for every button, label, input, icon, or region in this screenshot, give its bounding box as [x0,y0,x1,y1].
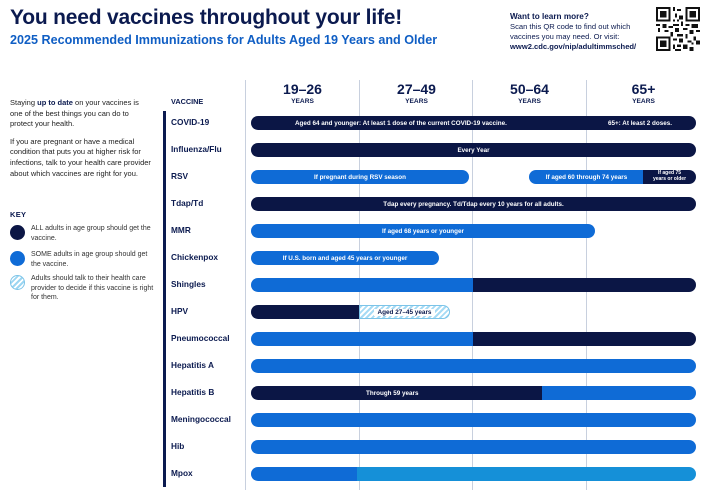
age-unit: YEARS [518,98,541,105]
learn-more-heading: Want to learn more? [510,12,589,21]
age-header-27-49 [360,82,473,106]
recommendation-bar [251,440,696,454]
learn-more-url[interactable]: www2.cdc.gov/nip/adultimmsched/ [510,42,637,51]
intro-paragraph-2: If you are pregnant or have a medical condition that puts you at higher risk for infections, talk to your health care provider about which vaccines are right for you. [10,136,151,178]
recommendation-bar [251,359,696,373]
vaccine-name: Meningococcal [171,414,231,424]
intro-p1-prefix: Staying [10,98,38,107]
vaccine-name: Tdap/Td [171,198,204,208]
recommendation-bar [251,143,696,157]
bar-label: Aged 64 and younger: At least 1 dose of the current COVID-19 vaccine. [295,119,507,127]
vaccine-row-hib [0,434,709,461]
vaccine-name: Pneumococcal [171,333,230,343]
vaccine-row-rsv [0,164,709,191]
age-range: 65+ [631,81,656,97]
page-title: You need vaccines throughout your life! [10,6,403,29]
recommendation-bar-75-plus [643,170,696,184]
vaccine-row-pneumococcal [0,326,709,353]
vaccine-row-shingles [0,272,709,299]
key-some-text: SOME adults in age group should get the vaccine. [31,251,148,268]
vaccine-row-covid19 [0,110,709,137]
vaccine-row-mmr [0,218,709,245]
vaccine-name: Hepatitis B [171,387,215,397]
vaccine-name: HPV [171,306,189,316]
bar-label: Through 59 years [366,389,419,397]
key-all-text: ALL adults in age group should get the vaccine. [31,225,151,242]
learn-more-block [510,12,650,52]
vaccine-name: Chickenpox [171,252,219,262]
bar-label: If pregnant during RSV season [313,173,406,181]
vaccine-column-header: VACCINE [171,97,204,106]
bar-label: Tdap every pregnancy. Td/Tdap every 10 years for all adults. [383,200,564,208]
bar-label-line: If aged 75 [657,170,682,177]
learn-more-line2: vaccines you may need. Or visit: [510,32,620,41]
bar-label-65plus: 65+: At least 2 doses. [608,119,672,127]
bar-segment-some [542,386,696,400]
vaccine-row-hepatitis-a [0,353,709,380]
recommendation-bar [251,197,696,211]
vaccine-name: RSV [171,171,189,181]
age-unit: YEARS [405,98,428,105]
intro-p1-suffix: on your vaccines is one of the best things you can do to protect your health. [10,98,139,129]
bar-label: Aged 27–45 years [374,309,434,316]
recommendation-bar [251,278,696,292]
age-header-19-26 [246,82,359,106]
vaccine-row-tdap [0,191,709,218]
recommendation-bar-pregnancy [251,170,469,184]
vaccine-name: Hib [171,441,185,451]
age-header-65-plus [587,82,700,106]
qr-code-icon[interactable] [656,7,700,51]
bar-segment-some [251,467,357,481]
talk-to-provider-bar [359,305,450,319]
bar-label: Every Year [457,146,490,154]
recommendation-bar [251,224,595,238]
vaccine-name: MMR [171,225,191,235]
key-talk-text: Adults should talk to their health care provider to decide if this vaccine is right for them. [31,275,154,302]
bar-label-line: years or older [652,176,687,182]
bar-segment-all [473,332,696,346]
age-range: 27–49 [397,81,436,97]
vaccine-row-influenza [0,137,709,164]
page-subtitle: 2025 Recommended Immunizations for Adults Aged 19 Years and Older [10,33,438,47]
bar-segment-all [473,278,696,292]
age-unit: YEARS [291,98,314,105]
recommendation-bar [251,413,696,427]
bar-label: If U.S. born and aged 45 years or younger [282,254,408,262]
recommendation-bar [251,332,696,346]
vaccine-row-mpox [0,461,709,488]
recommendation-bar-60-74 [529,170,644,184]
vaccine-name: Hepatitis A [171,360,215,370]
vaccine-row-hpv [0,299,709,326]
vaccine-name: Shingles [171,279,206,289]
bar-segment-some-light [357,467,696,481]
intro-p1-bold: up to date [37,98,73,107]
recommendation-bar [251,386,696,400]
bar-segment-some [251,332,473,346]
vaccine-row-chickenpox [0,245,709,272]
vaccine-name: Mpox [171,468,193,478]
age-range: 50–64 [510,81,549,97]
bar-label: If aged 60 through 74 years [545,173,628,181]
bar-label: If aged 68 years or younger [382,227,464,235]
vaccine-name: COVID-19 [171,117,210,127]
age-range: 19–26 [283,81,322,97]
recommendation-bar [251,467,696,481]
bar-label-75-plus [653,171,686,182]
recommendation-bar [251,116,696,130]
recommendation-bar [251,251,439,265]
vaccine-name: Influenza/Flu [171,144,222,154]
bar-segment-some [251,278,473,292]
key-title: KEY [10,210,27,219]
learn-more-line1: Scan this QR code to find out which [510,22,631,31]
age-unit: YEARS [632,98,655,105]
vaccine-row-meningococcal [0,407,709,434]
age-header-50-64 [473,82,586,106]
vaccine-row-hepatitis-b [0,380,709,407]
recommendation-bar [251,305,369,319]
